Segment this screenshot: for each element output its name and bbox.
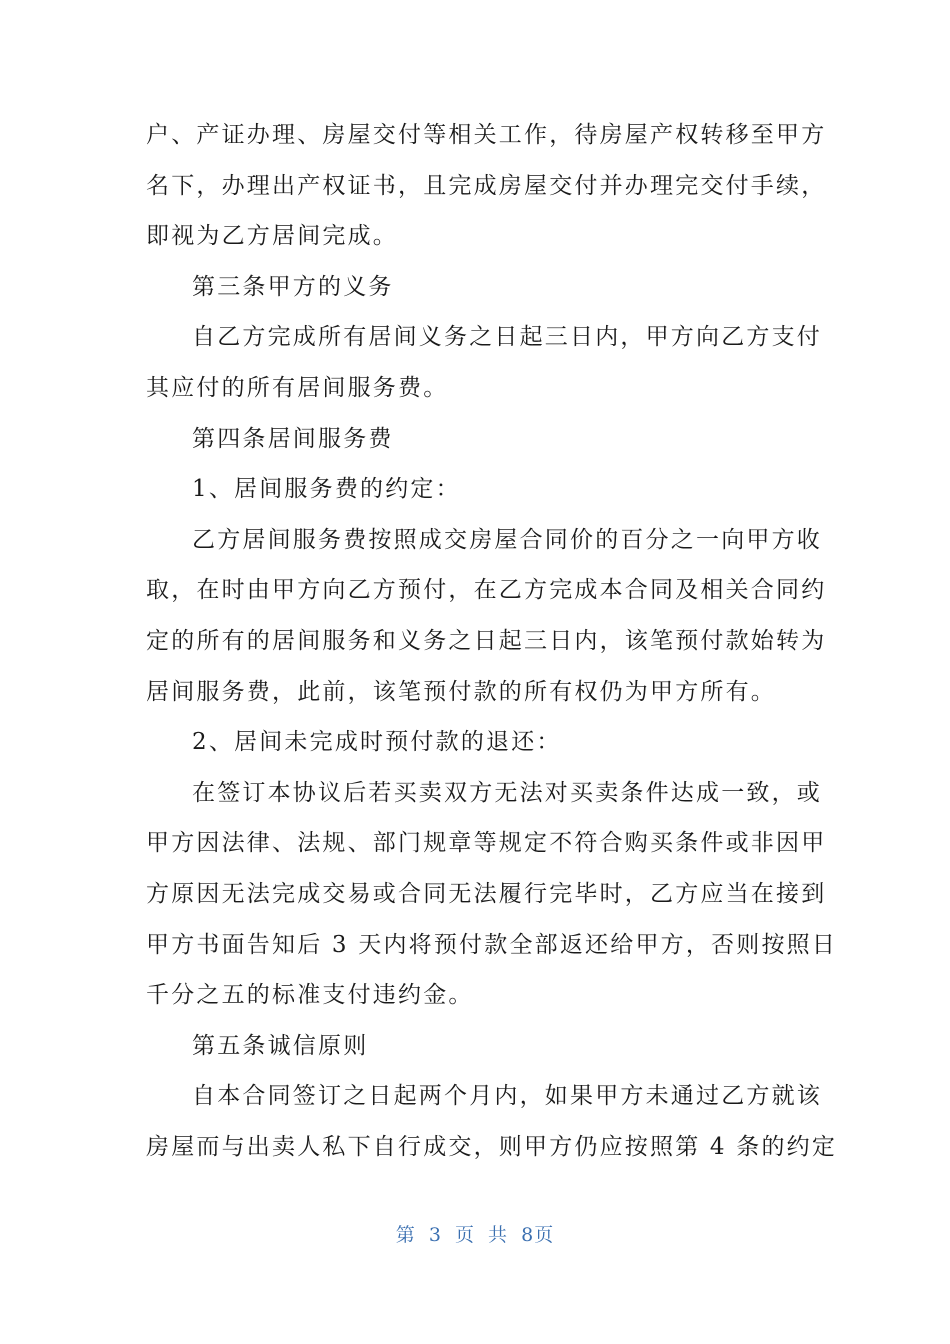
text-line: 2、居间未完成时预付款的退还： bbox=[192, 729, 562, 756]
text-line: 第三条甲方的义务 bbox=[192, 273, 394, 300]
text-line: 取，在时由甲方向乙方预付，在乙方完成本合同及相关合同约 bbox=[146, 577, 827, 604]
text-line: 1、居间服务费的约定： bbox=[192, 476, 461, 503]
text-line: 自本合同签订之日起两个月内，如果甲方未通过乙方就该 bbox=[192, 1083, 822, 1110]
text-line: 自乙方完成所有居间义务之日起三日内，甲方向乙方支付 bbox=[192, 324, 822, 351]
footer-prefix: 第 bbox=[395, 1224, 416, 1246]
text-line: 甲方因法律、法规、部门规章等规定不符合购买条件或非因甲 bbox=[146, 830, 827, 857]
text-line: 第四条居间服务费 bbox=[192, 425, 394, 452]
document-body bbox=[146, 110, 838, 1172]
text-line: 方原因无法完成交易或合同无法履行完毕时，乙方应当在接到 bbox=[146, 880, 827, 907]
text-line: 其应付的所有居间服务费。 bbox=[146, 374, 449, 401]
text-line: 名下，办理出产权证书，且完成房屋交付并办理完交付手续， bbox=[146, 172, 827, 199]
footer-total-label: 共 bbox=[488, 1224, 509, 1246]
text-line: 房屋而与出卖人私下自行成交，则甲方仍应按照第 4 条的约定 bbox=[146, 1133, 838, 1160]
text-line: 千分之五的标准支付违约金。 bbox=[146, 982, 474, 1009]
footer-current-page: 3 bbox=[428, 1224, 442, 1246]
text-line: 定的所有的居间服务和义务之日起三日内，该笔预付款始转为 bbox=[146, 627, 827, 654]
text-line: 户、产证办理、房屋交付等相关工作，待房屋产权转移至甲方 bbox=[146, 122, 827, 148]
text-line: 乙方居间服务费按照成交房屋合同价的百分之一向甲方收 bbox=[192, 526, 822, 553]
text-line: 即视为乙方居间完成。 bbox=[146, 223, 398, 250]
text-line: 在签订本协议后若买卖双方无法对买卖条件达成一致，或 bbox=[192, 779, 822, 806]
text-line: 甲方书面告知后 3 天内将预付款全部返还给甲方，否则按照日 bbox=[146, 931, 838, 958]
text-line: 第五条诚信原则 bbox=[192, 1032, 369, 1059]
text-line: 居间服务费，此前，该笔预付款的所有权仍为甲方所有。 bbox=[146, 678, 776, 705]
footer-page-label: 页 bbox=[454, 1224, 475, 1246]
footer-total-pages: 8页 bbox=[521, 1224, 555, 1246]
page-footer bbox=[0, 1220, 950, 1247]
